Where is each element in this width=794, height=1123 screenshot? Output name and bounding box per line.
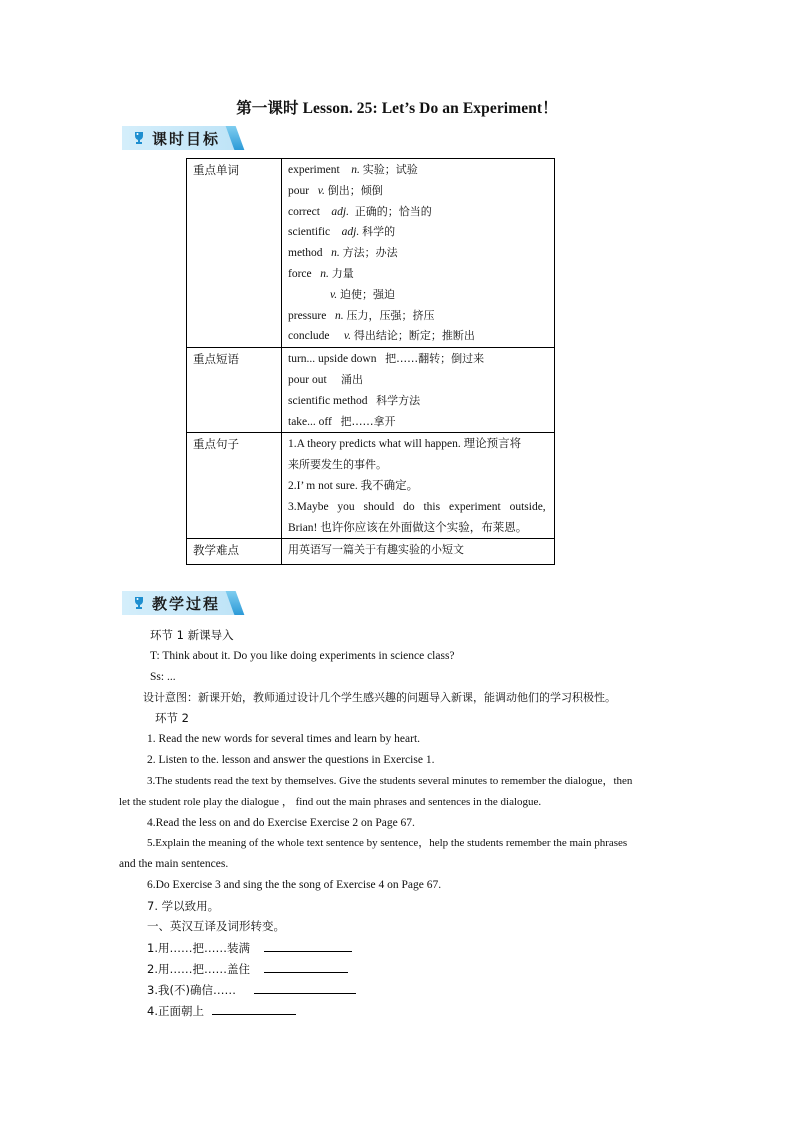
section-header-process — [122, 591, 247, 615]
table-row — [187, 159, 555, 348]
process-item: and the main sentences. — [119, 858, 229, 870]
sentence-line: 来所要发生的事件。 — [288, 458, 387, 472]
step2-title: 环节 2 — [155, 711, 189, 725]
row-content — [282, 348, 555, 433]
section-header-goals — [122, 126, 247, 150]
step1-title: 环节 1 新课导入 — [150, 628, 234, 642]
lesson-goals-table — [186, 158, 555, 565]
answer-blank[interactable] — [264, 960, 348, 973]
vocab-line: pressure n. 压力，压强；挤压 — [288, 308, 435, 322]
process-item: 6.Do Exercise 3 and sing the the song of Exercise 4 on Page 67. — [147, 879, 442, 891]
process-item: 4.Read the less on and do Exercise Exercise 2 on Page 67. — [147, 817, 415, 829]
table-row — [187, 433, 555, 539]
process-item: 7. 学以致用。 — [147, 899, 220, 913]
vocab-line: experiment n. 实验；试验 — [288, 163, 418, 176]
process-item: 2. Listen to the. lesson and answer the questions in Exercise 1. — [147, 754, 435, 766]
row-key: 重点短语 — [187, 348, 282, 433]
table-row — [187, 539, 555, 565]
exercise-item: 4.正面朝上 — [147, 1002, 296, 1019]
vocab-line: pour v. 倒出；倾倒 — [288, 183, 383, 197]
phrase-line: pour out 涌出 — [288, 372, 364, 386]
answer-blank[interactable] — [212, 1002, 296, 1015]
vocab-line: method n. 方法；办法 — [288, 246, 398, 260]
row-key: 教学难点 — [187, 539, 282, 565]
vocab-line: correct adj. 正确的；恰当的 — [288, 204, 432, 218]
trophy-icon — [132, 131, 146, 145]
document-title: 第一课时 Lesson. 25: Let’s Do an Experiment！ — [236, 100, 558, 117]
process-item: 5.Explain the meaning of the whole text sentence by sentence，help the students remember the main phrases — [147, 837, 628, 849]
sentence-line: 2.I’ m not sure. 我不确定。 — [288, 479, 419, 492]
row-key: 重点句子 — [187, 433, 282, 539]
exercise-heading: 一、英汉互译及词形转变。 — [147, 919, 285, 933]
trophy-icon — [132, 596, 146, 610]
table-row — [187, 348, 555, 433]
row-content — [282, 433, 555, 539]
answer-blank[interactable] — [264, 939, 352, 952]
students-line: Ss: ... — [150, 671, 176, 683]
exercise-item: 1.用……把……装满 — [147, 939, 352, 956]
phrase-line: turn... upside down 把……翻转；倒过来 — [288, 352, 485, 366]
row-key: 重点单词 — [187, 159, 282, 348]
teacher-line: T: Think about it. Do you like doing experiments in science class? — [150, 650, 455, 662]
vocab-line: scientific adj. 科学的 — [288, 225, 396, 239]
section-label: 教学过程 — [152, 595, 221, 613]
process-item: let the student role play the dialogue ， find out the main phrases and sentences in the dialogue. — [119, 796, 542, 808]
phrase-line: scientific method 科学方法 — [288, 393, 421, 407]
vocab-line: conclude v. 得出结论；断定；推断出 — [288, 329, 475, 343]
exercise-item: 2.用……把……盖住 — [147, 960, 348, 977]
section-label: 课时目标 — [152, 130, 221, 148]
difficulty-line: 用英语写一篇关于有趣实验的小短文 — [288, 543, 464, 557]
row-content — [282, 159, 555, 348]
sentence-line: Brian! 也许你应该在外面做这个实验，布莱恩。 — [288, 521, 528, 534]
exercise-item: 3.我(不)确信…… — [147, 981, 356, 998]
row-content — [282, 539, 555, 565]
phrase-line: take... off 把……拿开 — [288, 414, 396, 428]
sentence-line: 1.A theory predicts what will happen. 理论预言将 — [288, 438, 522, 451]
process-item: 1. Read the new words for several times and learn by heart. — [147, 733, 421, 745]
answer-blank[interactable] — [254, 981, 356, 994]
vocab-line: v. 迫使；强迫 — [330, 287, 396, 301]
sentence-line: 3.Maybe you should do this experiment outside, — [288, 500, 546, 513]
design-intent: 设计意图：新课开始，教师通过设计几个学生感兴趣的问题导入新课，能调动他们的学习积极性。 — [143, 691, 616, 704]
process-item: 3.The students read the text by themselves. Give the students several minutes to remember the dialogue，then — [147, 775, 633, 787]
vocab-line: force n. 力量 — [288, 266, 354, 280]
